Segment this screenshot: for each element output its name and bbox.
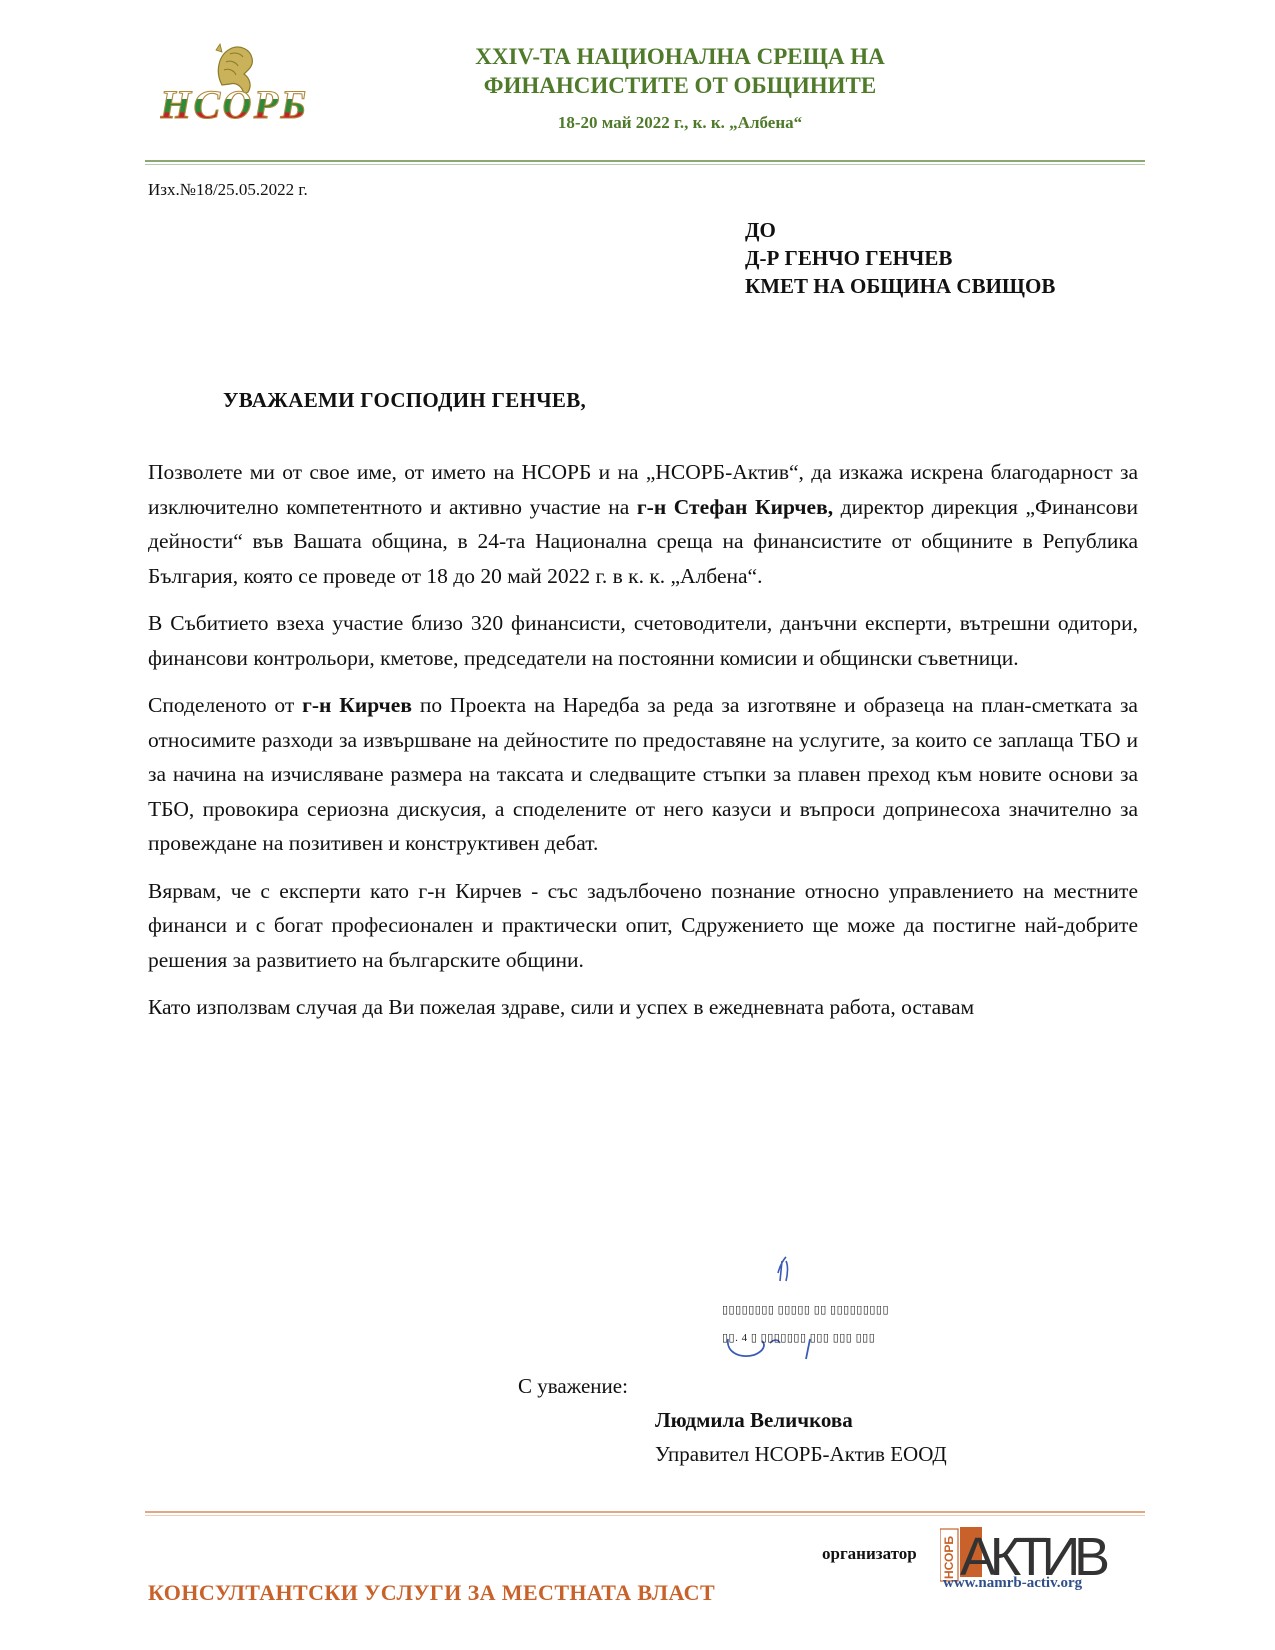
- addressee-line-3: КМЕТ НА ОБЩИНА СВИЩОВ: [745, 274, 1056, 298]
- footer-slogan: КОНСУЛТАНТСКИ УСЛУГИ ЗА МЕСТНАТА ВЛАСТ: [148, 1580, 716, 1605]
- paragraph-4: Вярвам, че с експерти като г-н Кирчев - със задълбочено познание относно управлението на местните финанси и с богат професионален и практически опит, Сдружението ще може да постигне най-добрите решения за развитието на българските общини.: [148, 878, 1138, 972]
- letter-body: [148, 455, 1138, 1038]
- event-dates: 18-20 май 2022 г., к. к. „Албена“: [557, 113, 803, 132]
- handwritten-signature: [720, 1255, 830, 1405]
- outgoing-reference-number: Изх.№18/25.05.2022 г.: [148, 180, 308, 199]
- aktiv-logo-text: АКТИВ: [960, 1527, 1110, 1585]
- paragraph-5: Като използвам случая да Ви пожелая здраве, сили и успех в ежедневната работа, оставам: [148, 995, 975, 1019]
- aktiv-logo-small-text: НСОРБ: [942, 1536, 956, 1579]
- signatory-name: Людмила Величкова: [655, 1408, 853, 1432]
- digital-signature-note-line-2: ▯▯. 4 ▯ ▯▯▯▯▯▯▯ ▯▯▯ ▯▯▯ ▯▯▯: [722, 1332, 876, 1344]
- namrb-logo: [160, 40, 310, 130]
- addressee-block: [745, 216, 1055, 300]
- closing-phrase: С уважение:: [518, 1374, 628, 1398]
- addressee-line-2: Д-Р ГЕНЧО ГЕНЧЕВ: [745, 246, 953, 270]
- paragraph-3-text-b: по Проекта на Наредба за реда за изготвяне и образеца на план-сметката за относимите разходи за извършване на дейностите по предоставяне на услугите, за които се заплаща ТБО и за начина на изчисляване размера на таксата и следващите стъпки за плавен преход към новите основи за ТБО, провокира сериозна дискусия, а споделените от него казуси и въпроси допринесоха значително за провеждане на позитивен и конструктивен дебат.: [148, 693, 1138, 855]
- event-title: [400, 42, 960, 100]
- footer-divider: [145, 1511, 1145, 1513]
- paragraph-1-bold: г-н Стефан Кирчев,: [636, 494, 834, 519]
- paragraph-1-text-b: директор дирекция „Финансови дейности“ във Вашата община, в 24-та Национална среща на финансистите от общините в Република България, която се проведе от 18 до 20 май 2022 г. в к. к. „Албена“.: [148, 494, 1138, 588]
- footer-divider-thin: [145, 1515, 1145, 1516]
- paragraph-3: [148, 688, 1138, 861]
- aktiv-website-url: www.namrb-activ.org: [943, 1575, 1083, 1591]
- digital-signature-note-line-1: ▯▯▯▯▯▯▯▯ ▯▯▯▯▯ ▯▯ ▯▯▯▯▯▯▯▯▯: [722, 1304, 890, 1316]
- addressee-line-1: ДО: [745, 218, 776, 242]
- paragraph-1: [148, 455, 1138, 593]
- paragraph-3-text-a: Споделеното от: [148, 693, 303, 717]
- paragraph-3-bold: г-н Кирчев: [302, 693, 412, 717]
- salutation: УВАЖАЕМИ ГОСПОДИН ГЕНЧЕВ,: [223, 388, 587, 412]
- signatory-title: Управител НСОРБ-Актив ЕООД: [655, 1442, 947, 1466]
- event-title-line-1: XXIV-ТА НАЦИОНАЛНА СРЕЩА НА: [475, 44, 885, 69]
- paragraph-1-text-a: Позволете ми от свое име, от името на НСОРБ и на „НСОРБ-Актив“, да изкажа искрена благодарност за изключително компетентното и активно участие на: [148, 460, 1138, 519]
- logo-lettering: НСОРБ: [160, 82, 306, 127]
- header-divider-thin: [145, 164, 1145, 165]
- paragraph-2: В Събитието взеха участие близо 320 финансисти, счетоводители, данъчни експерти, вътрешни одитори, финансови контрольори, кметове, председатели на постоянни комисии и общински съветници.: [148, 611, 1138, 670]
- organizer-label: организатор: [822, 1544, 917, 1563]
- event-title-line-2: ФИНАНСИСТИТЕ ОТ ОБЩИНИТЕ: [483, 73, 877, 98]
- header-divider: [145, 160, 1145, 162]
